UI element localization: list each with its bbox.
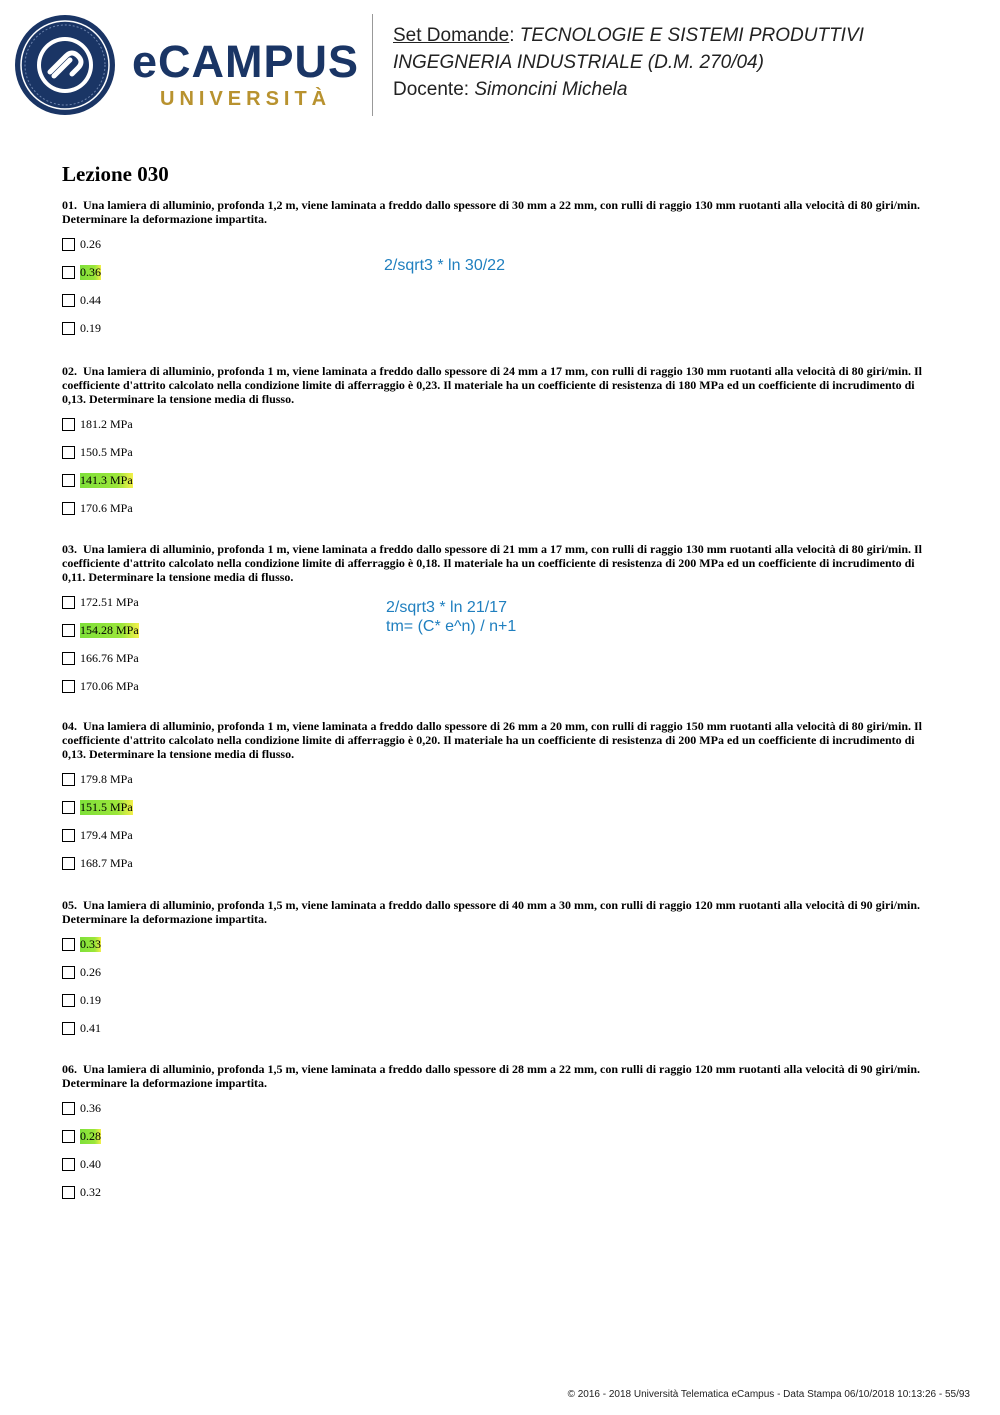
ecampus-logo: [132, 38, 362, 113]
answer-label: 0.36: [80, 1101, 101, 1115]
checkbox[interactable]: [62, 1158, 75, 1171]
question-text: [62, 364, 928, 406]
checkbox[interactable]: [62, 680, 75, 693]
answer-option: [62, 773, 928, 801]
checkbox[interactable]: [62, 1186, 75, 1199]
question-body: Una lamiera di alluminio, profonda 1,5 m, viene laminata a freddo dallo spessore di 40 mm a 30 mm, con rulli di raggio 120 mm ruotanti alla velocità di 90 giri/min. Determinare la deformazione impartita.: [62, 898, 921, 926]
answer-option: [62, 446, 928, 474]
course-line-1: [393, 22, 864, 49]
course-title: TECNOLOGIE E SISTEMI PRODUTTIVI: [519, 25, 864, 46]
answer-option: [62, 938, 928, 966]
answer-label: 0.44: [80, 293, 101, 307]
answer-option: [62, 1102, 928, 1130]
answer-option: [62, 829, 928, 857]
lesson-title: Lezione 030: [62, 162, 169, 186]
answer-label: 172.51 MPa: [80, 595, 139, 609]
answer-label-highlighted: 141.3 MPa: [80, 473, 133, 487]
answer-options: [62, 1102, 928, 1214]
answer-option: [62, 857, 928, 885]
checkbox[interactable]: [62, 502, 75, 515]
answer-option: [62, 801, 928, 829]
answer-option: [62, 502, 928, 530]
answer-label-highlighted: 154.28 MPa: [80, 623, 139, 637]
annotation-q1: 2/sqrt3 * ln 30/22: [384, 257, 505, 274]
question-4: [62, 719, 928, 885]
answer-label: 168.7 MPa: [80, 856, 133, 870]
checkbox[interactable]: [62, 938, 75, 951]
question-text: [62, 898, 928, 926]
question-number: 04.: [62, 719, 77, 733]
checkbox[interactable]: [62, 652, 75, 665]
question-1: [62, 198, 928, 350]
answer-option: [62, 1130, 928, 1158]
checkbox[interactable]: [62, 446, 75, 459]
checkbox[interactable]: [62, 624, 75, 637]
answer-options: [62, 938, 928, 1050]
question-number: 01.: [62, 198, 77, 212]
answer-option: [62, 266, 928, 294]
answer-label-highlighted: 0.28: [80, 1129, 101, 1143]
question-body: Una lamiera di alluminio, profonda 1,5 m, viene laminata a freddo dallo spessore di 28 mm a 22 mm, con rulli di raggio 120 mm ruotanti alla velocità di 90 giri/min. Determinare la deformazione impartita.: [62, 1062, 921, 1090]
question-body: Una lamiera di alluminio, profonda 1,2 m, viene laminata a freddo dallo spessore di 30 mm a 22 mm, con rulli di raggio 130 mm ruotanti alla velocità di 80 giri/min. Determinare la deformazione impartita.: [62, 198, 921, 226]
answer-label-highlighted: 0.33: [80, 937, 101, 951]
checkbox[interactable]: [62, 1130, 75, 1143]
checkbox[interactable]: [62, 1102, 75, 1115]
checkbox[interactable]: [62, 994, 75, 1007]
question-text: [62, 542, 928, 584]
answer-option: [62, 1186, 928, 1214]
answer-option: [62, 418, 928, 446]
checkbox[interactable]: [62, 294, 75, 307]
annotation-q3-line2: tm= (C* e^n) / n+1: [386, 618, 517, 635]
set-separator: :: [509, 25, 520, 46]
answer-label: 0.41: [80, 1021, 101, 1035]
answer-label: 166.76 MPa: [80, 651, 139, 665]
answer-options: [62, 418, 928, 530]
question-text: [62, 198, 928, 226]
answer-options: [62, 238, 928, 350]
answer-label: 179.4 MPa: [80, 828, 133, 842]
answer-option: [62, 624, 928, 652]
answer-label: 0.19: [80, 321, 101, 335]
checkbox[interactable]: [62, 474, 75, 487]
set-label: Set Domande: [393, 25, 510, 46]
checkbox[interactable]: [62, 322, 75, 335]
question-number: 03.: [62, 542, 77, 556]
answer-option: [62, 1158, 928, 1186]
answer-option: [62, 966, 928, 994]
answer-option: [62, 294, 928, 322]
checkbox[interactable]: [62, 773, 75, 786]
page-header: [0, 0, 1000, 130]
answer-label: 150.5 MPa: [80, 445, 133, 459]
logo-wordmark: eCAMPUS: [132, 36, 360, 87]
question-number: 06.: [62, 1062, 77, 1076]
logo-subtitle: UNIVERSITÀ: [160, 88, 332, 110]
teacher-label: Docente:: [393, 79, 475, 100]
checkbox[interactable]: [62, 238, 75, 251]
answer-label: 0.32: [80, 1185, 101, 1199]
question-3: [62, 542, 928, 708]
answer-option: [62, 474, 928, 502]
answer-option: [62, 238, 928, 266]
answer-label-highlighted: 151.5 MPa: [80, 800, 133, 814]
answer-label: 170.06 MPa: [80, 679, 139, 693]
question-text: [62, 719, 928, 761]
course-line-2: INGEGNERIA INDUSTRIALE (D.M. 270/04): [393, 52, 764, 73]
checkbox[interactable]: [62, 966, 75, 979]
teacher-name: Simoncini Michela: [474, 79, 628, 100]
answer-label: 0.26: [80, 965, 101, 979]
checkbox[interactable]: [62, 857, 75, 870]
question-number: 05.: [62, 898, 77, 912]
checkbox[interactable]: [62, 829, 75, 842]
course-info: [393, 22, 864, 103]
answer-option: [62, 680, 928, 708]
question-2: [62, 364, 928, 530]
question-body: Una lamiera di alluminio, profonda 1 m, viene laminata a freddo dallo spessore di 24 mm a 17 mm, con rulli di raggio 130 mm ruotanti alla velocità di 80 giri/min. Il coefficiente d'attrito calcolato nella condizione limite di afferraggio è 0,23. Il materiale ha un coefficiente di resistenza di 180 MPa ed un coefficiente di incrudimento di 0,13. Determinare la tensione media di flusso.: [62, 364, 923, 406]
question-body: Una lamiera di alluminio, profonda 1 m, viene laminata a freddo dallo spessore di 26 mm a 20 mm, con rulli di raggio 150 mm ruotanti alla velocità di 80 giri/min. Il coefficiente d'attrito calcolato nella condizione limite di afferraggio è 0,20. Il materiale ha un coefficiente di resistenza di 200 MPa ed un coefficiente di incrudimento di 0,13. Determinare la tensione media di flusso.: [62, 719, 923, 761]
annotation-q3-line1: 2/sqrt3 * ln 21/17: [386, 599, 507, 616]
answer-label: 181.2 MPa: [80, 417, 133, 431]
answer-label: 0.19: [80, 993, 101, 1007]
answer-label: 0.26: [80, 237, 101, 251]
checkbox[interactable]: [62, 266, 75, 279]
header-divider: [372, 14, 373, 116]
answer-option: [62, 1022, 928, 1050]
answer-label: 179.8 MPa: [80, 772, 133, 786]
answer-label: 0.40: [80, 1157, 101, 1171]
answer-option: [62, 652, 928, 680]
answer-options: [62, 596, 928, 708]
question-5: [62, 898, 928, 1050]
question-body: Una lamiera di alluminio, profonda 1 m, viene laminata a freddo dallo spessore di 21 mm a 17 mm, con rulli di raggio 130 mm ruotanti alla velocità di 80 giri/min. Il coefficiente d'attrito calcolato nella condizione limite di afferraggio è 0,18. Il materiale ha un coefficiente di resistenza di 200 MPa ed un coefficiente di incrudimento di 0,11. Determinare la tensione media di flusso.: [62, 542, 923, 584]
checkbox[interactable]: [62, 1022, 75, 1035]
answer-option: [62, 596, 928, 624]
teacher-line: [393, 76, 864, 103]
answer-option: [62, 994, 928, 1022]
answer-options: [62, 773, 928, 885]
answer-option: [62, 322, 928, 350]
question-6: [62, 1062, 928, 1214]
question-text: [62, 1062, 928, 1090]
checkbox[interactable]: [62, 596, 75, 609]
checkbox[interactable]: [62, 801, 75, 814]
page-footer: © 2016 - 2018 Università Telematica eCampus - Data Stampa 06/10/2018 10:13:26 - 55/93: [567, 1389, 970, 1400]
checkbox[interactable]: [62, 418, 75, 431]
question-number: 02.: [62, 364, 77, 378]
answer-label-highlighted: 0.36: [80, 265, 101, 279]
answer-label: 170.6 MPa: [80, 501, 133, 515]
ecampus-emblem-icon: [14, 14, 116, 116]
